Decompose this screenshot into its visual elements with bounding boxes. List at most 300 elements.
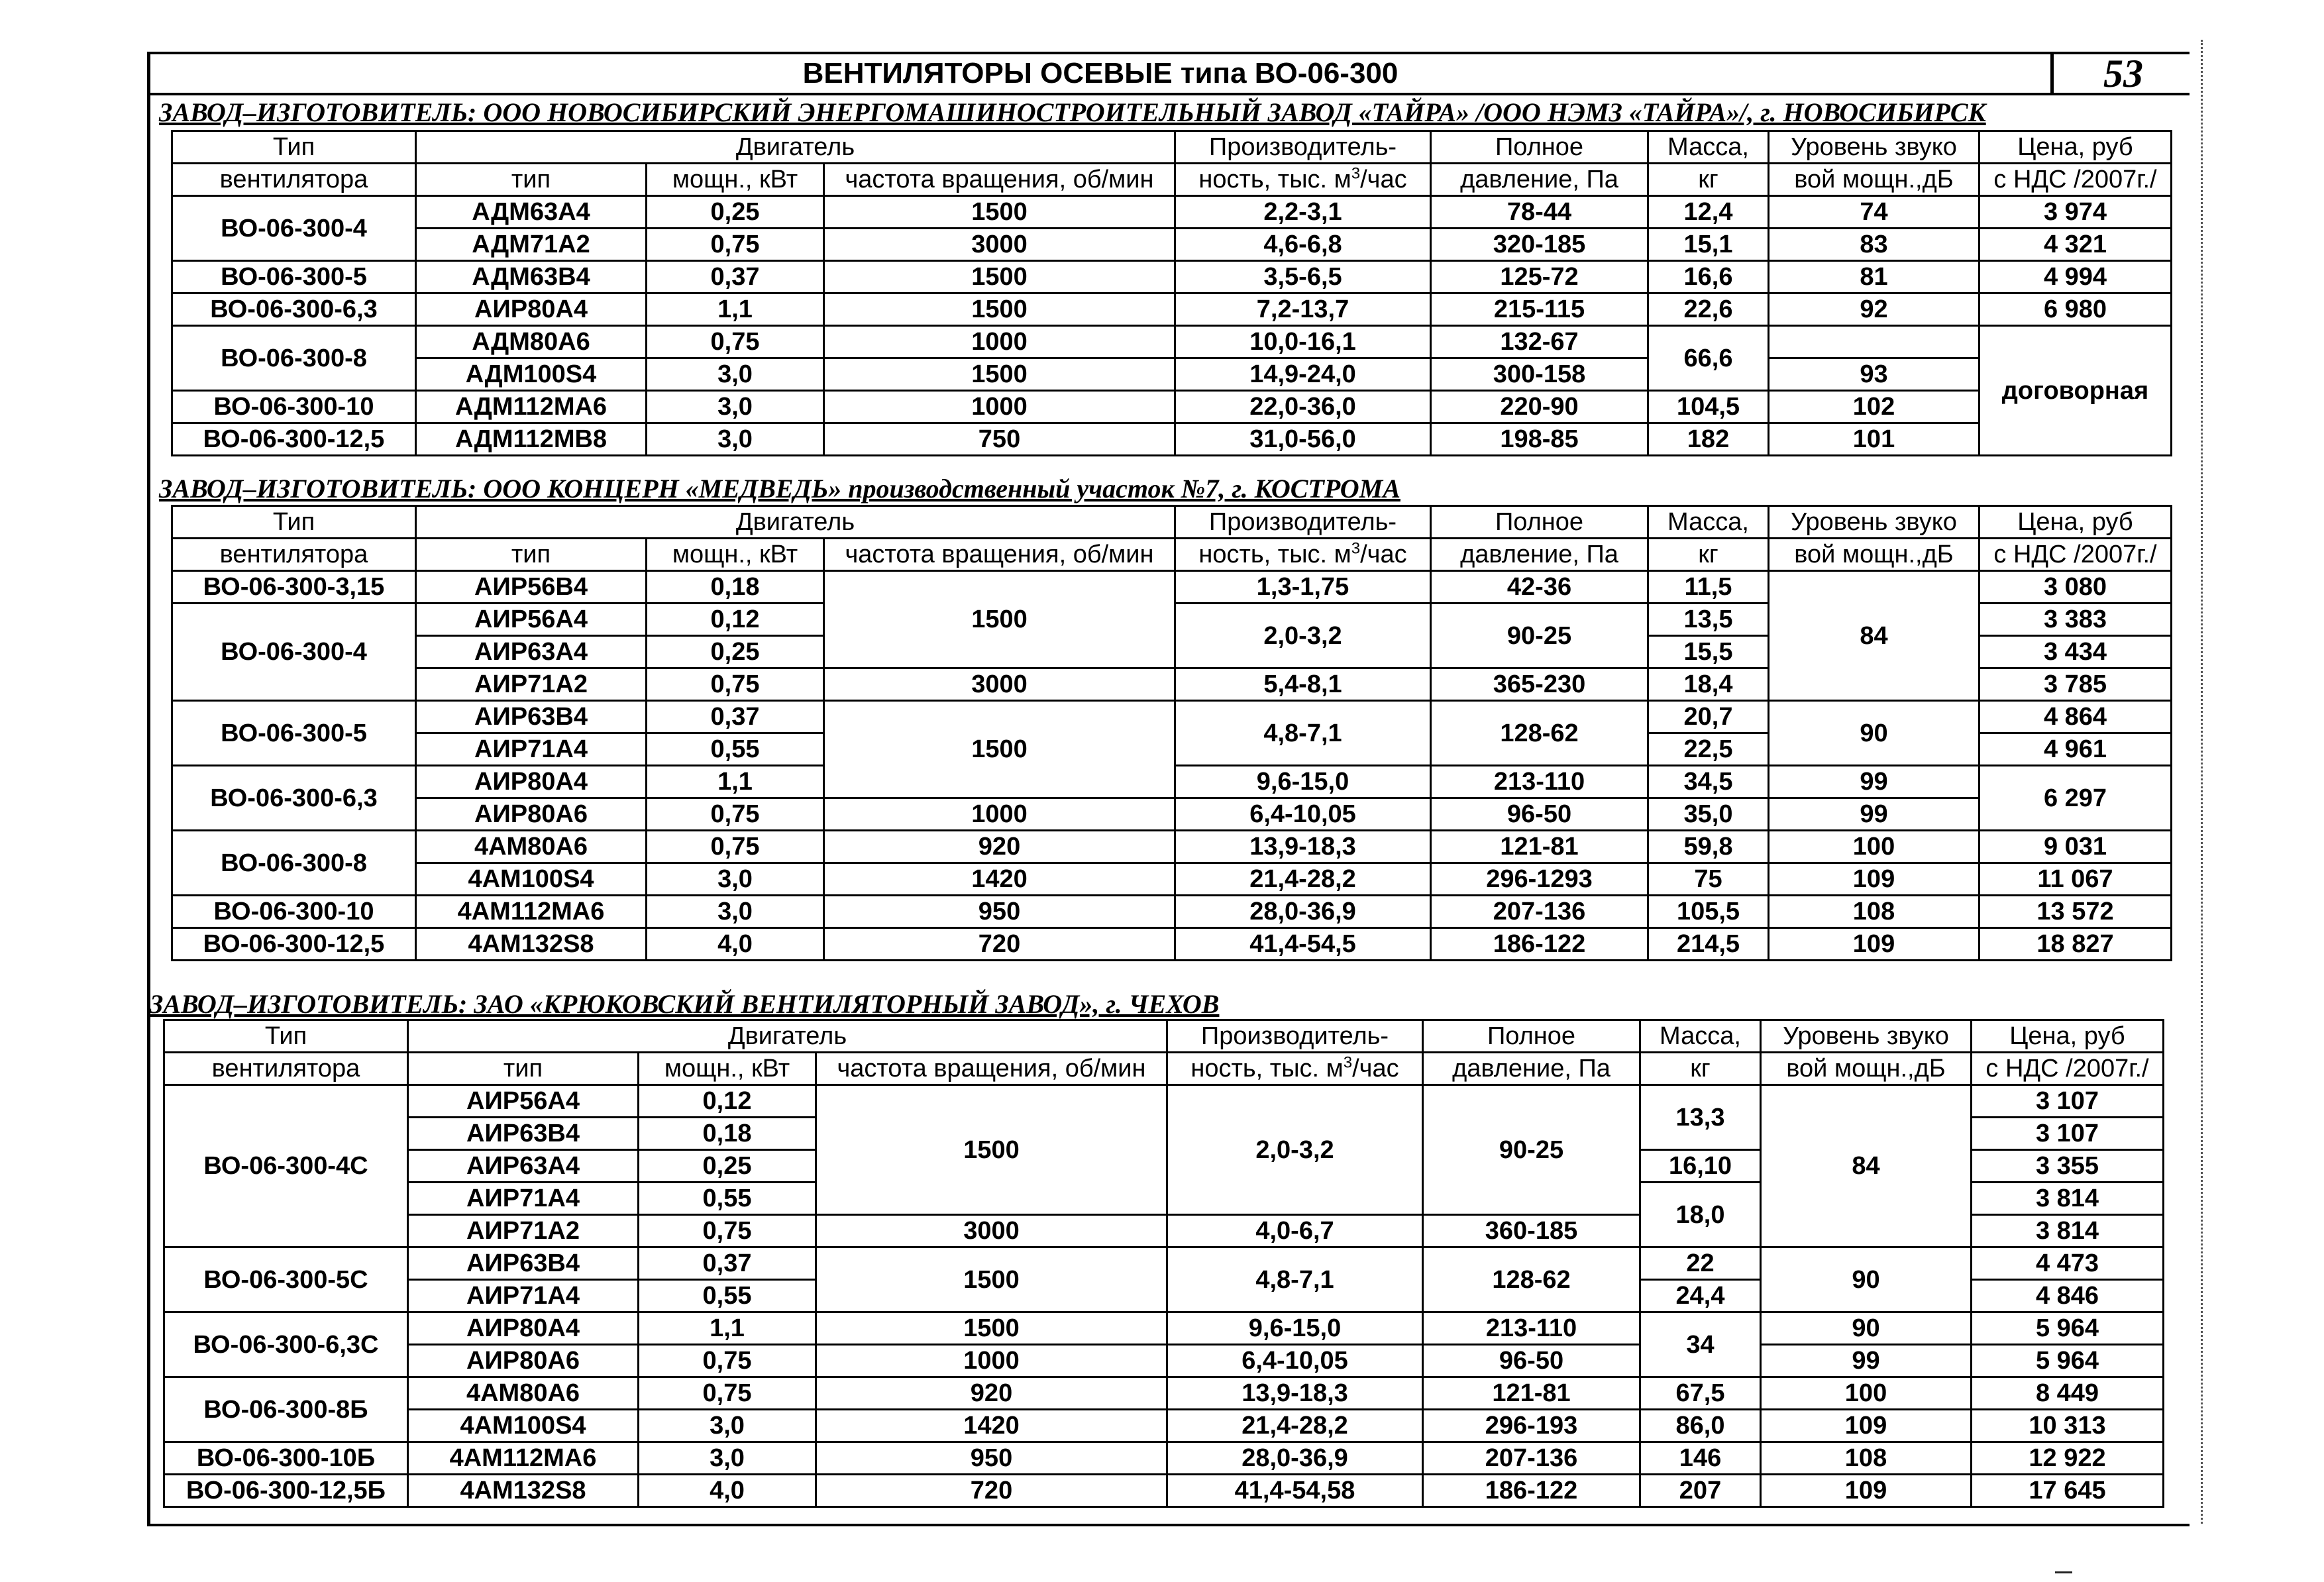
header-price-sub: с НДС /2007г./ [1980, 539, 2172, 571]
mass-cell: 105,5 [1648, 896, 1769, 928]
header-fan-type: Тип [164, 1020, 408, 1053]
manufacturer-heading: ЗАВОД–ИЗГОТОВИТЕЛЬ: ООО НОВОСИБИРСКИЙ ЭНЕРГОМАШИНОСТРОИТЕЛЬНЫЙ ЗАВОД «ТАЙРА» /ООО НЭМЗ «ТАЙРА»/, г. НОВОСИБИРСК [159, 97, 1986, 127]
noise-cell: 109 [1769, 928, 1980, 961]
header-mass: Масса, [1648, 131, 1769, 164]
pressure-cell: 320-185 [1431, 229, 1648, 261]
table-row [172, 293, 2172, 326]
mass-cell: 34 [1640, 1312, 1761, 1377]
header-engine: Двигатель [416, 131, 1175, 164]
header-pressure-sub: давление, Па [1423, 1053, 1640, 1085]
noise-cell: 90 [1769, 701, 1980, 766]
table-row [164, 1475, 2164, 1507]
capacity-unit-suffix: /час [1360, 541, 1407, 568]
noise-cell: 83 [1769, 229, 1980, 261]
rpm-cell: 750 [824, 423, 1175, 456]
rpm-cell: 920 [824, 831, 1175, 863]
header-capacity: Производитель- [1175, 131, 1431, 164]
capacity-cell: 4,0-6,7 [1167, 1215, 1423, 1247]
fan-type-cell: ВО-06-300-4С [164, 1085, 408, 1247]
noise-cell [1769, 326, 1980, 358]
price-cell: 13 572 [1980, 896, 2172, 928]
fan-type-cell: ВО-06-300-4 [172, 196, 416, 261]
table-row [172, 798, 2172, 831]
price-cell: 3 107 [1972, 1118, 2164, 1150]
capacity-cell: 4,8-7,1 [1175, 701, 1431, 766]
price-cell: 4 846 [1972, 1280, 2164, 1312]
capacity-unit-suffix: /час [1360, 166, 1407, 193]
motor-type-cell: АДМ80А6 [416, 326, 647, 358]
fan-table [171, 505, 2172, 961]
mass-cell: 66,6 [1648, 326, 1769, 391]
fan-type-cell: ВО-06-300-3,15 [172, 571, 416, 604]
header-fan-type: Тип [172, 506, 416, 539]
motor-type-cell: АИР63В4 [408, 1247, 639, 1280]
fan-type-cell: ВО-06-300-5 [172, 261, 416, 293]
price-cell: 9 031 [1980, 831, 2172, 863]
rpm-cell: 720 [816, 1475, 1167, 1507]
power-cell: 4,0 [647, 928, 824, 961]
table-row [164, 1410, 2164, 1442]
mass-cell: 146 [1640, 1442, 1761, 1475]
price-cell: 3 814 [1972, 1215, 2164, 1247]
mass-cell: 104,5 [1648, 391, 1769, 423]
header-row [172, 131, 2172, 164]
pressure-cell: 96-50 [1423, 1345, 1640, 1377]
noise-cell: 100 [1761, 1377, 1972, 1410]
price-cell: 3 355 [1972, 1150, 2164, 1183]
price-cell: договорная [1980, 326, 2172, 456]
table-row [172, 831, 2172, 863]
rpm-cell: 1500 [824, 261, 1175, 293]
pressure-cell: 220-90 [1431, 391, 1648, 423]
rpm-cell: 920 [816, 1377, 1167, 1410]
header-pressure: Полное [1431, 131, 1648, 164]
power-cell: 3,0 [647, 863, 824, 896]
motor-type-cell: 4АМ80А6 [408, 1377, 639, 1410]
motor-type-cell: АИР71А2 [416, 668, 647, 701]
noise-cell: 92 [1769, 293, 1980, 326]
mass-cell: 207 [1640, 1475, 1761, 1507]
price-cell: 4 961 [1980, 733, 2172, 766]
page-number: 53 [2050, 54, 2193, 93]
capacity-cell: 4,6-6,8 [1175, 229, 1431, 261]
pressure-cell: 198-85 [1431, 423, 1648, 456]
capacity-cell: 10,0-16,1 [1175, 326, 1431, 358]
power-cell: 4,0 [639, 1475, 816, 1507]
price-cell: 4 473 [1972, 1247, 2164, 1280]
mass-cell: 16,6 [1648, 261, 1769, 293]
price-cell: 4 321 [1980, 229, 2172, 261]
noise-cell: 90 [1761, 1312, 1972, 1345]
header-row [164, 1053, 2164, 1085]
power-cell: 0,18 [647, 571, 824, 604]
fan-type-cell: ВО-06-300-6,3 [172, 293, 416, 326]
motor-type-cell: АИР71А2 [408, 1215, 639, 1247]
header-fan-type-sub: вентилятора [172, 164, 416, 196]
pressure-cell: 296-1293 [1431, 863, 1648, 896]
price-cell: 10 313 [1972, 1410, 2164, 1442]
power-cell: 0,37 [647, 261, 824, 293]
price-cell: 3 434 [1980, 636, 2172, 668]
scan-dash-mark [2055, 1571, 2072, 1573]
noise-cell: 99 [1761, 1345, 1972, 1377]
rpm-cell: 1500 [824, 701, 1175, 798]
rpm-cell: 1500 [816, 1312, 1167, 1345]
motor-type-cell: АИР71А4 [416, 733, 647, 766]
price-cell: 18 827 [1980, 928, 2172, 961]
rpm-cell: 950 [816, 1442, 1167, 1475]
rpm-cell: 950 [824, 896, 1175, 928]
capacity-cell: 41,4-54,58 [1167, 1475, 1423, 1507]
rpm-cell: 1000 [816, 1345, 1167, 1377]
fan-type-cell: ВО-06-300-4 [172, 604, 416, 701]
noise-cell: 102 [1769, 391, 1980, 423]
table-row [172, 928, 2172, 961]
table-row [172, 326, 2172, 358]
pressure-cell: 213-110 [1431, 766, 1648, 798]
motor-type-cell: АИР80А6 [416, 798, 647, 831]
power-cell: 0,75 [639, 1345, 816, 1377]
capacity-cell: 2,0-3,2 [1175, 604, 1431, 668]
motor-type-cell: 4АМ132S8 [416, 928, 647, 961]
motor-type-cell: АИР71А4 [408, 1280, 639, 1312]
price-cell: 8 449 [1972, 1377, 2164, 1410]
table-row [164, 1442, 2164, 1475]
header-price-sub: с НДС /2007г./ [1972, 1053, 2164, 1085]
power-cell: 0,75 [647, 229, 824, 261]
fan-type-cell: ВО-06-300-10Б [164, 1442, 408, 1475]
pressure-cell: 128-62 [1423, 1247, 1640, 1312]
header-mass-sub: кг [1640, 1053, 1761, 1085]
header-power: мощн., кВт [647, 539, 824, 571]
header-power: мощн., кВт [647, 164, 824, 196]
header-row [164, 1020, 2164, 1053]
motor-type-cell: АИР56А4 [416, 604, 647, 636]
header-rpm: частота вращения, об/мин [816, 1053, 1167, 1085]
header-row [172, 164, 2172, 196]
motor-type-cell: 4АМ112МА6 [416, 896, 647, 928]
table-row [172, 701, 2172, 733]
rpm-cell: 1500 [824, 196, 1175, 229]
motor-type-cell: АИР80А4 [416, 766, 647, 798]
capacity-cell: 4,8-7,1 [1167, 1247, 1423, 1312]
capacity-cell: 31,0-56,0 [1175, 423, 1431, 456]
pressure-cell: 42-36 [1431, 571, 1648, 604]
fan-type-cell: ВО-06-300-10 [172, 896, 416, 928]
header-price-sub: с НДС /2007г./ [1980, 164, 2172, 196]
header-motor-type: тип [416, 539, 647, 571]
header-rpm: частота вращения, об/мин [824, 164, 1175, 196]
power-cell: 0,25 [647, 636, 824, 668]
fan-type-cell: ВО-06-300-8 [172, 831, 416, 896]
power-cell: 0,25 [639, 1150, 816, 1183]
price-cell: 3 080 [1980, 571, 2172, 604]
motor-type-cell: АДМ112МА6 [416, 391, 647, 423]
fan-type-cell: ВО-06-300-8Б [164, 1377, 408, 1442]
power-cell: 3,0 [647, 423, 824, 456]
rpm-cell: 1000 [824, 326, 1175, 358]
motor-type-cell: АДМ112МВ8 [416, 423, 647, 456]
motor-type-cell: АИР71А4 [408, 1183, 639, 1215]
power-cell: 0,75 [647, 326, 824, 358]
power-cell: 0,18 [639, 1118, 816, 1150]
price-cell: 11 067 [1980, 863, 2172, 896]
fan-type-cell: ВО-06-300-10 [172, 391, 416, 423]
pressure-cell: 207-136 [1423, 1442, 1640, 1475]
mass-cell: 22 [1640, 1247, 1761, 1280]
mass-cell: 86,0 [1640, 1410, 1761, 1442]
table-row [164, 1377, 2164, 1410]
capacity-cell: 9,6-15,0 [1175, 766, 1431, 798]
rpm-cell: 1000 [824, 798, 1175, 831]
header-price: Цена, руб [1980, 131, 2172, 164]
motor-type-cell: 4АМ100S4 [408, 1410, 639, 1442]
pressure-cell: 296-193 [1423, 1410, 1640, 1442]
noise-cell: 90 [1761, 1247, 1972, 1312]
fan-table [171, 130, 2172, 456]
header-mass: Масса, [1648, 506, 1769, 539]
noise-cell: 99 [1769, 798, 1980, 831]
motor-type-cell: 4АМ100S4 [416, 863, 647, 896]
motor-type-cell: АДМ100S4 [416, 358, 647, 391]
noise-cell: 109 [1769, 863, 1980, 896]
price-cell: 6 980 [1980, 293, 2172, 326]
mass-cell: 214,5 [1648, 928, 1769, 961]
motor-type-cell: АИР56А4 [408, 1085, 639, 1118]
pressure-cell: 125-72 [1431, 261, 1648, 293]
fan-type-cell: ВО-06-300-12,5 [172, 423, 416, 456]
price-cell: 5 964 [1972, 1345, 2164, 1377]
capacity-unit-exponent: 3 [1351, 539, 1361, 558]
table-row [172, 571, 2172, 604]
mass-cell: 16,10 [1640, 1150, 1761, 1183]
header-pressure: Полное [1423, 1020, 1640, 1053]
motor-type-cell: АИР63А4 [416, 636, 647, 668]
rpm-cell: 720 [824, 928, 1175, 961]
noise-cell: 100 [1769, 831, 1980, 863]
price-cell: 6 297 [1980, 766, 2172, 831]
power-cell: 3,0 [647, 358, 824, 391]
capacity-unit-text: ность, тыс. м [1198, 166, 1351, 193]
pressure-cell: 121-81 [1431, 831, 1648, 863]
capacity-cell: 28,0-36,9 [1175, 896, 1431, 928]
header-motor-type: тип [408, 1053, 639, 1085]
pressure-cell: 90-25 [1431, 604, 1648, 668]
pressure-cell: 78-44 [1431, 196, 1648, 229]
motor-type-cell: АДМ71А2 [416, 229, 647, 261]
fan-type-cell: ВО-06-300-8 [172, 326, 416, 391]
fan-type-cell: ВО-06-300-12,5Б [164, 1475, 408, 1507]
capacity-unit-text: ность, тыс. м [1198, 541, 1351, 568]
pressure-cell: 300-158 [1431, 358, 1648, 391]
motor-type-cell: АИР80А4 [416, 293, 647, 326]
pressure-cell: 186-122 [1431, 928, 1648, 961]
header-price: Цена, руб [1980, 506, 2172, 539]
header-mass-sub: кг [1648, 164, 1769, 196]
manufacturer-heading: ЗАВОД–ИЗГОТОВИТЕЛЬ: ЗАО «КРЮКОВСКИЙ ВЕНТИЛЯТОРНЫЙ ЗАВОД», г. ЧЕХОВ [150, 989, 1220, 1019]
noise-cell: 93 [1769, 358, 1980, 391]
capacity-cell: 5,4-8,1 [1175, 668, 1431, 701]
capacity-unit-exponent: 3 [1351, 164, 1361, 183]
price-cell: 17 645 [1972, 1475, 2164, 1507]
rpm-cell: 1500 [824, 293, 1175, 326]
table-row [172, 896, 2172, 928]
rpm-cell: 3000 [824, 229, 1175, 261]
noise-cell: 108 [1761, 1442, 1972, 1475]
power-cell: 0,75 [647, 831, 824, 863]
pressure-cell: 186-122 [1423, 1475, 1640, 1507]
pressure-cell: 128-62 [1431, 701, 1648, 766]
capacity-cell: 1,3-1,75 [1175, 571, 1431, 604]
header-motor-type: тип [416, 164, 647, 196]
mass-cell: 20,7 [1648, 701, 1769, 733]
header-noise: Уровень звуко [1769, 506, 1980, 539]
table-row [172, 196, 2172, 229]
power-cell: 1,1 [647, 293, 824, 326]
page-title: ВЕНТИЛЯТОРЫ ОСЕВЫЕ типа ВО-06-300 [802, 57, 1399, 89]
noise-cell: 81 [1769, 261, 1980, 293]
header-noise: Уровень звуко [1769, 131, 1980, 164]
table-row [164, 1312, 2164, 1345]
mass-cell: 11,5 [1648, 571, 1769, 604]
capacity-unit-suffix: /час [1352, 1055, 1399, 1082]
capacity-cell: 41,4-54,5 [1175, 928, 1431, 961]
capacity-cell: 13,9-18,3 [1175, 831, 1431, 863]
noise-cell: 109 [1761, 1475, 1972, 1507]
rpm-cell: 3000 [816, 1215, 1167, 1247]
title-bar [150, 54, 2190, 95]
table-row [172, 863, 2172, 896]
mass-cell: 182 [1648, 423, 1769, 456]
motor-type-cell: АИР80А4 [408, 1312, 639, 1345]
pressure-cell: 132-67 [1431, 326, 1648, 358]
noise-cell: 99 [1769, 766, 1980, 798]
motor-type-cell: АИР80А6 [408, 1345, 639, 1377]
price-cell: 12 922 [1972, 1442, 2164, 1475]
mass-cell: 22,5 [1648, 733, 1769, 766]
rpm-cell: 3000 [824, 668, 1175, 701]
capacity-cell: 21,4-28,2 [1175, 863, 1431, 896]
price-cell: 3 785 [1980, 668, 2172, 701]
rpm-cell: 1000 [824, 391, 1175, 423]
pressure-cell: 121-81 [1423, 1377, 1640, 1410]
motor-type-cell: 4АМ132S8 [408, 1475, 639, 1507]
mass-cell: 13,5 [1648, 604, 1769, 636]
pressure-cell: 215-115 [1431, 293, 1648, 326]
power-cell: 3,0 [639, 1442, 816, 1475]
mass-cell: 35,0 [1648, 798, 1769, 831]
header-capacity-sub [1175, 164, 1431, 196]
mass-cell: 34,5 [1648, 766, 1769, 798]
header-noise-sub: вой мощн.,дБ [1769, 164, 1980, 196]
table-row [164, 1247, 2164, 1280]
header-pressure-sub: давление, Па [1431, 539, 1648, 571]
table-row [172, 423, 2172, 456]
price-cell: 4 864 [1980, 701, 2172, 733]
header-capacity: Производитель- [1167, 1020, 1423, 1053]
rpm-cell: 1500 [824, 358, 1175, 391]
power-cell: 0,75 [647, 668, 824, 701]
motor-type-cell: АИР56В4 [416, 571, 647, 604]
capacity-unit-exponent: 3 [1343, 1053, 1353, 1072]
header-rpm: частота вращения, об/мин [824, 539, 1175, 571]
power-cell: 1,1 [639, 1312, 816, 1345]
header-row [172, 506, 2172, 539]
power-cell: 0,12 [647, 604, 824, 636]
pressure-cell: 207-136 [1431, 896, 1648, 928]
mass-cell: 75 [1648, 863, 1769, 896]
noise-cell: 84 [1761, 1085, 1972, 1247]
mass-cell: 13,3 [1640, 1085, 1761, 1150]
table-row [172, 261, 2172, 293]
header-fan-type: Тип [172, 131, 416, 164]
capacity-cell: 28,0-36,9 [1167, 1442, 1423, 1475]
power-cell: 0,12 [639, 1085, 816, 1118]
capacity-cell: 6,4-10,05 [1175, 798, 1431, 831]
capacity-cell: 3,5-6,5 [1175, 261, 1431, 293]
capacity-cell: 6,4-10,05 [1167, 1345, 1423, 1377]
header-capacity-sub [1167, 1053, 1423, 1085]
header-pressure: Полное [1431, 506, 1648, 539]
pressure-cell: 90-25 [1423, 1085, 1640, 1215]
mass-cell: 18,4 [1648, 668, 1769, 701]
capacity-cell: 2,0-3,2 [1167, 1085, 1423, 1215]
header-pressure-sub: давление, Па [1431, 164, 1648, 196]
power-cell: 1,1 [647, 766, 824, 798]
fan-type-cell: ВО-06-300-12,5 [172, 928, 416, 961]
price-cell: 3 383 [1980, 604, 2172, 636]
rpm-cell: 1500 [824, 571, 1175, 668]
table-row [172, 391, 2172, 423]
header-noise-sub: вой мощн.,дБ [1761, 1053, 1972, 1085]
price-cell: 4 994 [1980, 261, 2172, 293]
mass-cell: 12,4 [1648, 196, 1769, 229]
table-row [164, 1085, 2164, 1118]
motor-type-cell: АИР63В4 [408, 1118, 639, 1150]
motor-type-cell: 4АМ112МА6 [408, 1442, 639, 1475]
pressure-cell: 213-110 [1423, 1312, 1640, 1345]
power-cell: 3,0 [647, 391, 824, 423]
scan-edge-marks [2201, 40, 2208, 1524]
motor-type-cell: АДМ63В4 [416, 261, 647, 293]
mass-cell: 67,5 [1640, 1377, 1761, 1410]
header-capacity-sub [1175, 539, 1431, 571]
rpm-cell: 1420 [824, 863, 1175, 896]
fan-type-cell: ВО-06-300-5С [164, 1247, 408, 1312]
power-cell: 0,55 [647, 733, 824, 766]
motor-type-cell: 4АМ80А6 [416, 831, 647, 863]
header-mass-sub: кг [1648, 539, 1769, 571]
price-cell: 5 964 [1972, 1312, 2164, 1345]
price-cell: 3 107 [1972, 1085, 2164, 1118]
capacity-unit-text: ность, тыс. м [1190, 1055, 1344, 1082]
table-row [164, 1345, 2164, 1377]
pressure-cell: 96-50 [1431, 798, 1648, 831]
motor-type-cell: АИР63А4 [408, 1150, 639, 1183]
header-power: мощн., кВт [639, 1053, 816, 1085]
fan-type-cell: ВО-06-300-5 [172, 701, 416, 766]
manufacturer-heading: ЗАВОД–ИЗГОТОВИТЕЛЬ: ООО КОНЦЕРН «МЕДВЕДЬ» производственный участок №7, г. КОСТРОМА [159, 474, 1400, 503]
capacity-cell: 14,9-24,0 [1175, 358, 1431, 391]
noise-cell: 109 [1761, 1410, 1972, 1442]
power-cell: 0,75 [639, 1215, 816, 1247]
power-cell: 0,75 [639, 1377, 816, 1410]
rpm-cell: 1420 [816, 1410, 1167, 1442]
power-cell: 0,37 [647, 701, 824, 733]
table-row [172, 358, 2172, 391]
header-mass: Масса, [1640, 1020, 1761, 1053]
capacity-cell: 2,2-3,1 [1175, 196, 1431, 229]
